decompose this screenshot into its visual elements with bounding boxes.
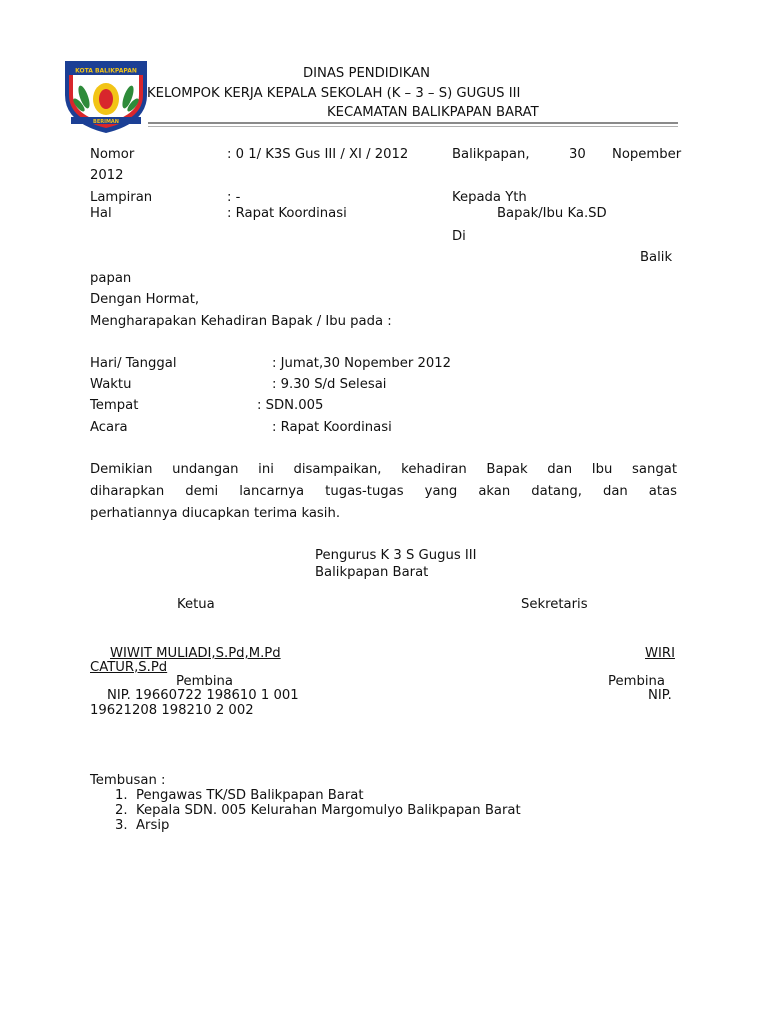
secretary-nip-number: 19621208 198210 2 002 xyxy=(90,703,254,718)
greeting: Dengan Hormat, xyxy=(90,292,200,307)
closing-paragraph-line-3: perhatiannya diucapkan terima kasih. xyxy=(90,506,341,521)
detail-value-agenda: : Rapat Koordinasi xyxy=(272,420,392,435)
secretary-title: Sekretaris xyxy=(521,597,588,612)
balikpapan-city-emblem xyxy=(59,55,153,135)
hal-value: : Rapat Koordinasi xyxy=(227,206,347,221)
cc-item-number-3: 3. xyxy=(115,818,128,833)
date-city: Balikpapan, xyxy=(452,147,530,162)
chairman-nip: NIP. 19660722 198610 1 001 xyxy=(107,688,299,703)
date-year: 2012 xyxy=(90,168,124,183)
closing-paragraph-line-2: diharapkan demi lancarnya tugas-tugas yang akan datang, dan atas xyxy=(90,484,677,499)
detail-value-place: : SDN.005 xyxy=(257,398,324,413)
secretary-name-part2: CATUR,S.Pd xyxy=(90,660,168,675)
detail-label-place: Tempat xyxy=(90,398,139,413)
hal-label: Hal xyxy=(90,206,112,221)
letterhead-rule-thin xyxy=(148,126,678,127)
chairman-name: WIWIT MULIADI,S.Pd,M.Pd xyxy=(110,646,281,661)
recipient-place-part1: Balik xyxy=(640,250,673,265)
logo-text-top: KOTA BALIKPAPAN xyxy=(75,67,137,75)
secretary-name-part1: WIRI xyxy=(645,646,675,661)
secretary-role: Pembina xyxy=(608,674,665,689)
cc-item: Arsip xyxy=(136,818,170,833)
cc-item-number-2: 2. xyxy=(115,803,128,818)
recipient: Bapak/Ibu Ka.SD xyxy=(497,206,607,221)
detail-value-time: : 9.30 S/d Selesai xyxy=(272,377,387,392)
cc-item: Kepala SDN. 005 Kelurahan Margomulyo Balikpapan Barat xyxy=(136,803,521,818)
logo-text-bottom: BERIMAN xyxy=(93,118,119,125)
recipient-place-part2: papan xyxy=(90,271,132,286)
detail-value-date: : Jumat,30 Nopember 2012 xyxy=(272,356,452,371)
detail-label-time: Waktu xyxy=(90,377,132,392)
cc-item-number-1: 1. xyxy=(115,788,128,803)
chairman-role: Pembina xyxy=(176,674,233,689)
detail-label-date: Hari/ Tanggal xyxy=(90,356,177,371)
letterhead-agency: DINAS PENDIDIKAN xyxy=(303,66,431,81)
cc-title: Tembusan : xyxy=(90,773,166,788)
detail-label-agenda: Acara xyxy=(90,420,128,435)
letterhead-rule-thick xyxy=(148,122,678,124)
nomor-label: Nomor xyxy=(90,147,135,162)
kepada-yth: Kepada Yth xyxy=(452,190,527,205)
lampiran-value: : - xyxy=(227,190,241,205)
date-day: 30 xyxy=(569,147,586,162)
date-month: Nopember xyxy=(612,147,682,162)
signatory-org: Pengurus K 3 S Gugus III xyxy=(315,548,477,563)
intro-line: Mengharapakan Kehadiran Bapak / Ibu pada : xyxy=(90,314,392,329)
chairman-title: Ketua xyxy=(177,597,215,612)
recipient-di: Di xyxy=(452,229,466,244)
nomor-value: : 0 1/ K3S Gus III / XI / 2012 xyxy=(227,147,409,162)
letterhead-district: KECAMATAN BALIKPAPAN BARAT xyxy=(327,105,539,120)
cc-item: Pengawas TK/SD Balikpapan Barat xyxy=(136,788,364,803)
secretary-nip-label: NIP. xyxy=(648,688,672,703)
letterhead-group: KELOMPOK KERJA KEPALA SEKOLAH (K – 3 – S) GUGUS III xyxy=(147,86,521,101)
closing-paragraph-line-1: Demikian undangan ini disampaikan, kehadiran Bapak dan Ibu sangat xyxy=(90,462,677,477)
signatory-area: Balikpapan Barat xyxy=(315,565,429,580)
lampiran-label: Lampiran xyxy=(90,190,153,205)
